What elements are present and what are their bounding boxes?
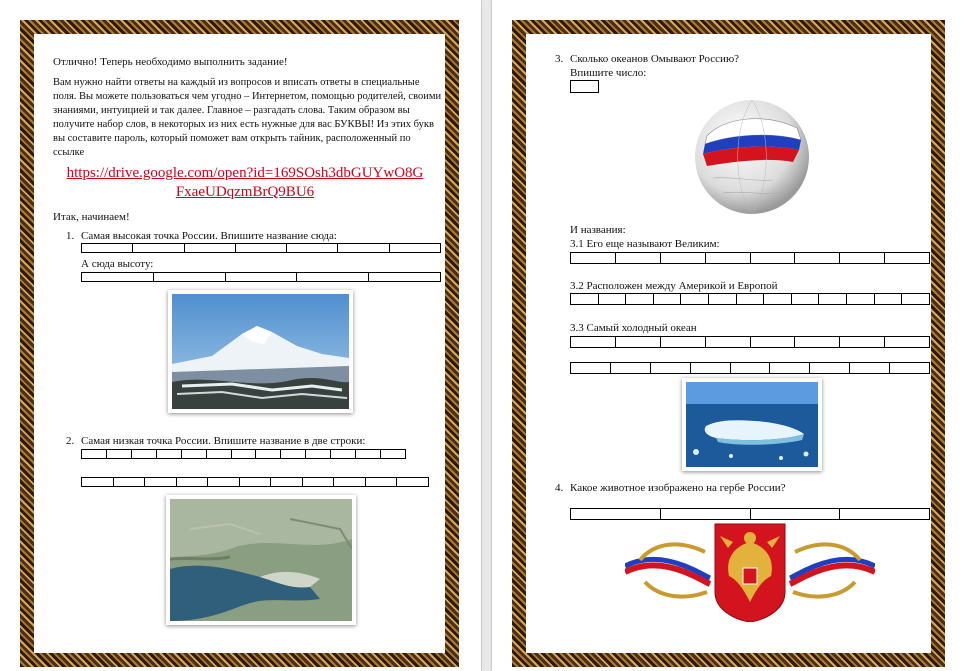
answer-cell[interactable] [751,253,796,263]
answer-cell[interactable] [611,363,651,373]
q3-1-label: 3.1 Его еще называют Великим: [570,238,720,250]
q3-1-answer-grid[interactable] [570,252,930,264]
q3-2-answer-grid[interactable] [570,293,930,305]
answer-cell[interactable] [397,478,428,486]
drive-link[interactable] [45,164,445,202]
answer-cell[interactable] [306,450,331,458]
q1-question: Самая высокая точка России. Впишите название сюда: [81,230,337,242]
answer-cell[interactable] [281,450,306,458]
answer-cell[interactable] [256,450,281,458]
q3-count-box[interactable] [570,80,599,93]
document-page-1 [0,0,481,671]
answer-cell[interactable] [795,253,840,263]
intro-body: Вам нужно найти ответы на каждый из вопросов и вписать ответы в специальные поля. Вы можете пользоваться чем угодно – Интернетом, помощью родителей, своими знаниями, интуицией и так далее. Главное – разгадать слова. Таким образом вы получите набор слов, в некоторых из них есть нужные для вас БУКВЫ! Из этих букв вы составите пароль, который поможет вам открыть тайник, расположенный по ссылке [53,76,442,158]
q1-height-label: А сюда высоту: [81,258,154,270]
answer-cell[interactable] [182,450,207,458]
answer-cell[interactable] [82,273,154,281]
q4-number: 4. [555,482,564,494]
answer-cell[interactable] [840,509,929,519]
q2-answer-grid-row1[interactable] [81,449,406,459]
answer-cell[interactable] [271,478,303,486]
q1-height-grid[interactable] [81,272,441,282]
answer-cell[interactable] [850,363,890,373]
answer-cell[interactable] [236,244,287,252]
answer-cell[interactable] [681,294,709,304]
start-label: Итак, начинаем! [53,211,130,223]
answer-cell[interactable] [875,294,903,304]
q2-number: 2. [66,435,75,447]
answer-cell[interactable] [847,294,875,304]
answer-cell[interactable] [177,478,209,486]
answer-cell[interactable] [599,294,627,304]
answer-cell[interactable] [770,363,810,373]
q4-question: Какое животное изображено на гербе России? [570,482,786,494]
answer-cell[interactable] [145,478,177,486]
answer-cell[interactable] [82,478,114,486]
link-line-2[interactable]: FxaeUDqzmBrQ9BU6 [175,184,315,200]
q1-answer-grid[interactable] [81,243,441,253]
answer-cell[interactable] [885,337,929,347]
answer-cell[interactable] [334,478,366,486]
answer-cell[interactable] [390,244,440,252]
answer-cell[interactable] [232,450,257,458]
answer-cell[interactable] [571,337,616,347]
answer-cell[interactable] [737,294,765,304]
answer-cell[interactable] [709,294,737,304]
answer-cell[interactable] [114,478,146,486]
q3-3-answer-grid-row1[interactable] [570,336,930,348]
q3-2-label: 3.2 Расположен между Америкой и Европой [570,280,778,292]
answer-cell[interactable] [751,509,841,519]
mountain-photo [168,290,353,413]
answer-cell[interactable] [82,450,107,458]
answer-cell[interactable] [132,450,157,458]
q2-question: Самая низкая точка России. Впишите название в две строки: [81,435,366,447]
intro-title: Отлично! Теперь необходимо выполнить задание! [53,56,288,68]
coat-of-arms-image [625,522,875,622]
answer-cell[interactable] [571,81,598,92]
names-label: И названия: [570,224,626,236]
answer-cell[interactable] [840,253,885,263]
answer-cell[interactable] [356,450,381,458]
answer-cell[interactable] [571,509,661,519]
answer-cell[interactable] [706,337,751,347]
answer-cell[interactable] [303,478,335,486]
answer-cell[interactable] [885,253,929,263]
caspian-photo [166,495,356,625]
answer-cell[interactable] [369,273,440,281]
q3-hint: Впишите число: [570,67,647,79]
answer-cell[interactable] [207,450,232,458]
answer-cell[interactable] [157,450,182,458]
answer-cell[interactable] [133,244,184,252]
answer-cell[interactable] [651,363,691,373]
answer-cell[interactable] [731,363,771,373]
answer-cell[interactable] [616,253,661,263]
answer-cell[interactable] [571,253,616,263]
document-page-2 [492,0,963,671]
answer-cell[interactable] [82,244,133,252]
answer-cell[interactable] [240,478,272,486]
answer-cell[interactable] [616,337,661,347]
answer-cell[interactable] [297,273,369,281]
answer-cell[interactable] [654,294,682,304]
answer-cell[interactable] [208,478,240,486]
answer-cell[interactable] [661,253,706,263]
link-line-1[interactable]: https://drive.google.com/open?id=169SOsh3dbGUYwO8G [66,165,424,181]
answer-cell[interactable] [661,337,706,347]
answer-cell[interactable] [571,294,599,304]
answer-cell[interactable] [691,363,731,373]
answer-cell[interactable] [764,294,792,304]
answer-cell[interactable] [902,294,929,304]
intro-block [53,55,443,160]
arctic-ice-photo [682,378,822,471]
answer-cell[interactable] [338,244,389,252]
answer-cell[interactable] [154,273,226,281]
answer-cell[interactable] [792,294,820,304]
q2-answer-grid-row2[interactable] [81,477,429,487]
q1-number: 1. [66,230,75,242]
q3-number: 3. [555,53,564,65]
left-ribbon-wreath [625,544,710,596]
globe-image [693,98,811,216]
answer-cell[interactable] [890,363,929,373]
q3-3-answer-grid-row2[interactable] [570,362,930,374]
answer-cell[interactable] [706,253,751,263]
answer-cell[interactable] [185,244,236,252]
answer-cell[interactable] [287,244,338,252]
answer-cell[interactable] [661,509,751,519]
q3-question: Сколько океанов Омывают Россию? [570,53,740,65]
right-ribbon-wreath [790,544,875,596]
answer-cell[interactable] [819,294,847,304]
answer-cell[interactable] [571,363,611,373]
answer-cell[interactable] [751,337,796,347]
answer-cell[interactable] [366,478,398,486]
answer-cell[interactable] [331,450,356,458]
answer-cell[interactable] [226,273,298,281]
answer-cell[interactable] [840,337,885,347]
q4-answer-grid[interactable] [570,508,930,520]
answer-cell[interactable] [810,363,850,373]
answer-cell[interactable] [381,450,405,458]
answer-cell[interactable] [795,337,840,347]
answer-cell[interactable] [107,450,132,458]
answer-cell[interactable] [626,294,654,304]
q3-3-label: 3.3 Самый холодный океан [570,322,697,334]
